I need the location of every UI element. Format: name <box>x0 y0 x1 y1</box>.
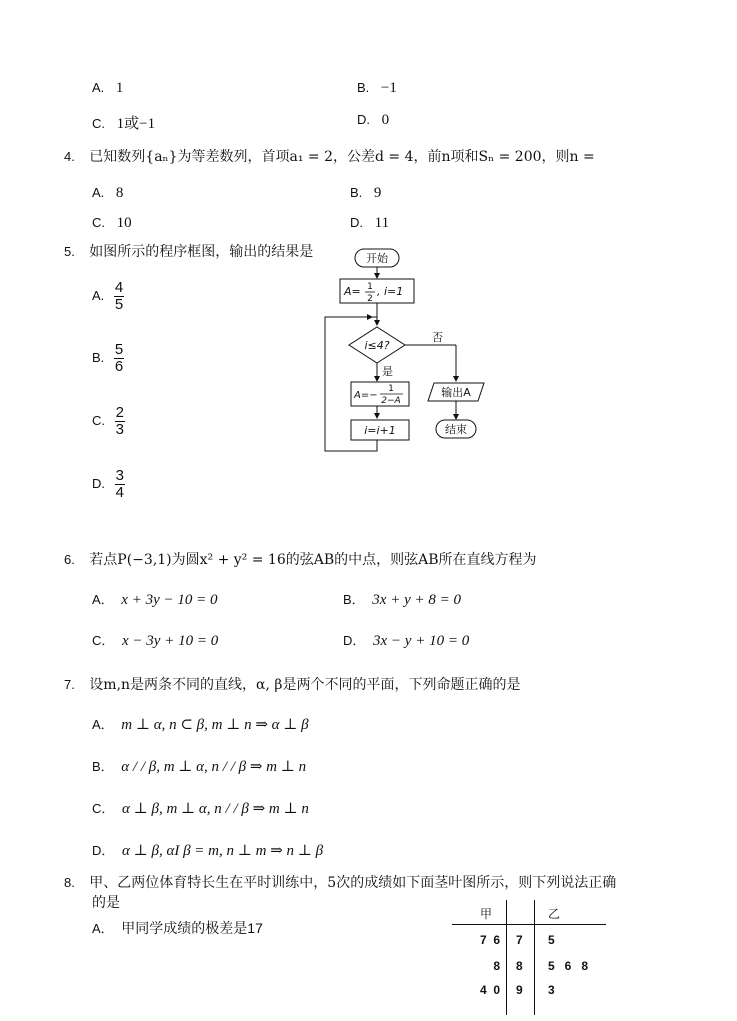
option-text: 8 <box>115 185 124 201</box>
option-label: A. <box>92 185 105 200</box>
q8-option-a <box>92 918 263 938</box>
q3-option-c <box>92 112 155 133</box>
option-text: x + 3y − 10 = 0 <box>121 592 218 608</box>
left-header: 甲 <box>480 907 493 921</box>
option-label: B． <box>92 759 114 774</box>
fraction-numerator: 5 <box>114 341 124 358</box>
option-label: C. <box>92 412 105 428</box>
option-text: m ⊥ α, n ⊂ β, m ⊥ n ⇒ α ⊥ β <box>121 717 309 733</box>
fraction-numerator: 2 <box>115 404 124 421</box>
option-label: C. <box>92 116 105 131</box>
question-text: 已知数列{aₙ}为等差数列，首项a₁ = 2，公差d = 4，前n项和Sₙ = 200，则n = <box>89 149 595 165</box>
question-number: 6. <box>64 552 75 567</box>
option-label: A． <box>92 592 114 607</box>
q5-option-a <box>92 280 124 313</box>
option-fraction <box>114 280 124 313</box>
flow-init-a: A= <box>344 285 361 298</box>
option-fraction <box>115 405 125 438</box>
program-flowchart <box>320 245 490 460</box>
option-label: B. <box>92 349 105 365</box>
q8-stem <box>64 872 616 892</box>
option-label: C. <box>92 215 105 230</box>
stem-divider-left <box>506 900 507 1015</box>
leaf-right-row-1: 5 <box>548 933 555 947</box>
option-text: 3x + y + 8 = 0 <box>372 592 461 608</box>
option-label: D． <box>92 843 115 858</box>
q6-option-b <box>343 589 461 609</box>
flow-assign-numerator: 1 <box>388 384 394 394</box>
flow-increment-label: i=i+1 <box>364 424 396 437</box>
q4-option-b <box>350 185 381 202</box>
leaf-right-row-2: 5 6 8 <box>548 959 589 973</box>
q7-option-c <box>92 798 309 818</box>
option-text: α ⊥ β, αI β = m, n ⊥ m ⇒ n ⊥ β <box>122 843 324 859</box>
option-text: α ⊥ β, m ⊥ α, n / / β ⇒ m ⊥ n <box>122 801 309 817</box>
question-text: 设m,n是两条不同的直线，α, β是两个不同的平面，下列命题正确的是 <box>89 677 521 693</box>
right-header: 乙 <box>548 907 561 921</box>
option-label: B． <box>343 592 365 607</box>
q7-stem <box>64 674 521 694</box>
q6-option-a <box>92 589 217 609</box>
option-text: 1 <box>115 80 124 96</box>
option-text: 3x − y + 10 = 0 <box>373 633 470 649</box>
option-label: A． <box>92 921 114 936</box>
leaf-left-row-3: 4 0 <box>479 983 500 997</box>
question-number: 4. <box>64 149 75 164</box>
q3-option-b <box>357 80 397 97</box>
q6-option-d <box>343 630 469 650</box>
fraction-denominator: 3 <box>115 421 124 438</box>
option-label: D． <box>343 633 366 648</box>
fraction-denominator: 4 <box>115 484 124 501</box>
stem-row-1: 7 <box>516 933 523 947</box>
option-fraction <box>114 342 124 375</box>
q3-option-d <box>357 112 389 129</box>
question-text: 甲、乙两位体育特长生在平时训练中，5次的成绩如下面茎叶图所示，则下列说法正确 <box>89 875 617 891</box>
leaf-left-row-2: 8 <box>493 959 500 973</box>
option-label: D. <box>92 475 105 491</box>
option-label: D. <box>350 215 363 230</box>
option-text: 1或−1 <box>116 116 156 132</box>
option-text: 11 <box>374 215 390 231</box>
question-number: 5. <box>64 244 75 259</box>
option-label: B. <box>357 80 370 95</box>
q4-option-c <box>92 215 132 232</box>
option-text: −1 <box>380 80 397 96</box>
option-fraction <box>115 468 125 501</box>
stem-row-2: 8 <box>516 959 523 973</box>
question-number: 7. <box>64 677 75 692</box>
q5-option-b <box>92 342 124 375</box>
flow-init-i: , i=1 <box>377 285 404 298</box>
stem-row-3: 9 <box>516 983 523 997</box>
option-text: 0 <box>381 112 390 128</box>
option-label: C． <box>92 801 115 816</box>
flow-no-label: 否 <box>432 331 443 344</box>
option-text: 甲同学成绩的极差是17 <box>121 920 263 936</box>
option-label: A. <box>92 80 105 95</box>
q5-option-c <box>92 405 125 438</box>
q3-option-a <box>92 80 123 97</box>
flow-output-label: 输出A <box>441 386 471 399</box>
stem-leaf-plot <box>452 900 612 1015</box>
option-label: B. <box>350 185 363 200</box>
flow-yes-label: 是 <box>382 365 393 378</box>
fraction-denominator: 6 <box>114 358 124 375</box>
flow-assign-denominator: 2−A <box>381 396 401 406</box>
q5-stem <box>64 241 313 261</box>
q4-option-d <box>350 215 389 232</box>
flow-init-numerator: 1 <box>367 282 373 292</box>
flow-end-label: 结束 <box>445 423 467 436</box>
q7-option-b <box>92 756 306 776</box>
flow-condition-label: i≤4? <box>364 339 390 352</box>
leaf-right-row-3: 3 <box>548 983 555 997</box>
fraction-numerator: 3 <box>115 467 124 484</box>
q6-option-c <box>92 630 218 650</box>
option-label: C． <box>92 633 115 648</box>
q8-stem-continued: 的是 <box>92 895 120 911</box>
option-text: x − 3y + 10 = 0 <box>122 633 219 649</box>
flow-assign-a: A=− <box>354 390 378 401</box>
question-text: 如图所示的程序框图，输出的结果是 <box>89 244 314 260</box>
fraction-denominator: 5 <box>114 296 124 313</box>
option-text: α / / β, m ⊥ α, n / / β ⇒ m ⊥ n <box>121 759 307 775</box>
q4-stem <box>64 146 595 166</box>
question-text: 若点P(−3,1)为圆x² + y² = 16的弦AB的中点，则弦AB所在直线方程为 <box>89 552 537 568</box>
option-text: 9 <box>373 185 382 201</box>
option-label: A. <box>92 287 105 303</box>
question-number: 8. <box>64 875 75 890</box>
stem-divider-right <box>534 900 535 1015</box>
q4-option-a <box>92 185 123 202</box>
header-rule <box>452 924 606 925</box>
q7-option-a <box>92 714 309 734</box>
option-text: 10 <box>116 215 132 231</box>
leaf-left-row-1: 7 6 <box>479 933 500 947</box>
option-label: D. <box>357 112 370 127</box>
fraction-numerator: 4 <box>114 279 124 296</box>
q7-option-d <box>92 840 323 860</box>
q5-option-d <box>92 468 125 501</box>
flow-init-denominator: 2 <box>367 294 373 304</box>
q6-stem <box>64 549 537 569</box>
option-label: A． <box>92 717 114 732</box>
flow-start-label: 开始 <box>366 252 388 265</box>
